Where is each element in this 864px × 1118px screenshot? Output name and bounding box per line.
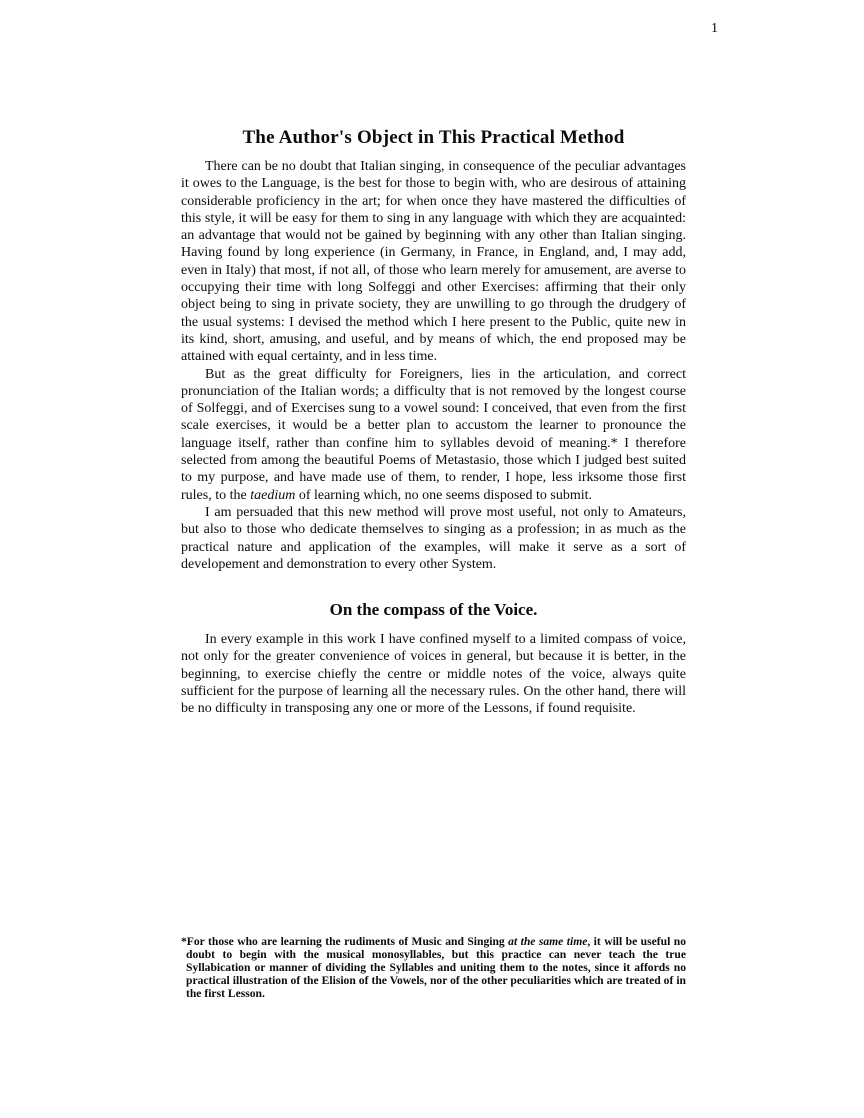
paragraph-pronunciation	[181, 366, 686, 504]
paragraph-persuaded	[181, 504, 686, 573]
text-segment: There can be no doubt that Italian singing, in consequence of the peculiar advantages it owes to the Language, is the best for those to begin with, who are desirous of attaining considerable proficiency in the art; for when once they have mastered the difficulties of this style, it will be easy for them to sing in any language with which they are acquainted: an advantage that would not be gained by beginning with any other than Italian singing. Having found by long experience (in Germany, in France, in England, and, I may add, even in Italy) that most, if not all, of those who learn merely for amusement, are averse to occupying their time with long Solfeggi and other Exercises: affirming that their only object being to sing in private society, they are unwilling to go through the drudgery of the usual systems: I devised the method which I here present to the Public, quite new in its kind, short, amusing, and useful, and by means of which, the end proposed may be attained with equal certainty, and in less time.	[181, 159, 686, 365]
text-segment-italic: taedium	[250, 487, 296, 503]
text-segment: , it will be useful no doubt to begin with the musical monosyllables, but this practice can never teach the true Syllabication or manner of dividing the Syllables and uniting them to the notes, since it affords no practical illustration of the Elision of the Vowels, nor of the other peculiarities which are treated of in the first Lesson.	[186, 935, 686, 1000]
paragraph-italian-singing	[181, 158, 686, 366]
section-heading-authors-object: The Author's Object in This Practical Method	[242, 127, 625, 148]
section-heading-compass-of-voice: On the compass of the Voice.	[329, 600, 538, 620]
paragraph-compass	[181, 631, 686, 717]
text-segment: I am persuaded that this new method will prove most useful, not only to Amateurs, but also to those who dedicate themselves to singing as a profession; in as much as the practical nature and application of the examples, will make it serve as a sort of developement and demonstration to every other System.	[181, 504, 686, 572]
page-content	[181, 0, 686, 1000]
footnote	[181, 936, 686, 1001]
text-segment: of learning which, no one seems disposed to submit.	[295, 487, 593, 503]
text-segment-italic: at the same time	[508, 935, 588, 948]
page-number: 1	[711, 21, 718, 36]
text-segment: In every example in this work I have confined myself to a limited compass of voice, not only for the greater convenience of voices in general, but because it is better, in the beginning, to exercise chiefly the centre or middle notes of the voice, always quite sufficient for the purpose of learning all the necessary rules. On the other hand, there will be no difficulty in transposing any one or more of the Lessons, if found requisite.	[181, 632, 686, 717]
text-segment: But as the great difficulty for Foreigners, lies in the articulation, and correct pronunciation of the Italian words; a difficulty that is not removed by the longest course of Solfeggi, and of Exercises sung to a vowel sound: I conceived, that even from the first scale exercises, it would be a better plan to accustom the learner to pronounce the language itself, rather than confine him to syllables devoid of meaning.* I therefore selected from among the beautiful Poems of Metastasio, those which I judged best suited to my purpose, and have made use of them, to render, I hope, less irksome those first rules, to the	[181, 366, 686, 503]
text-segment: *For those who are learning the rudiments of Music and Singing	[181, 935, 509, 948]
